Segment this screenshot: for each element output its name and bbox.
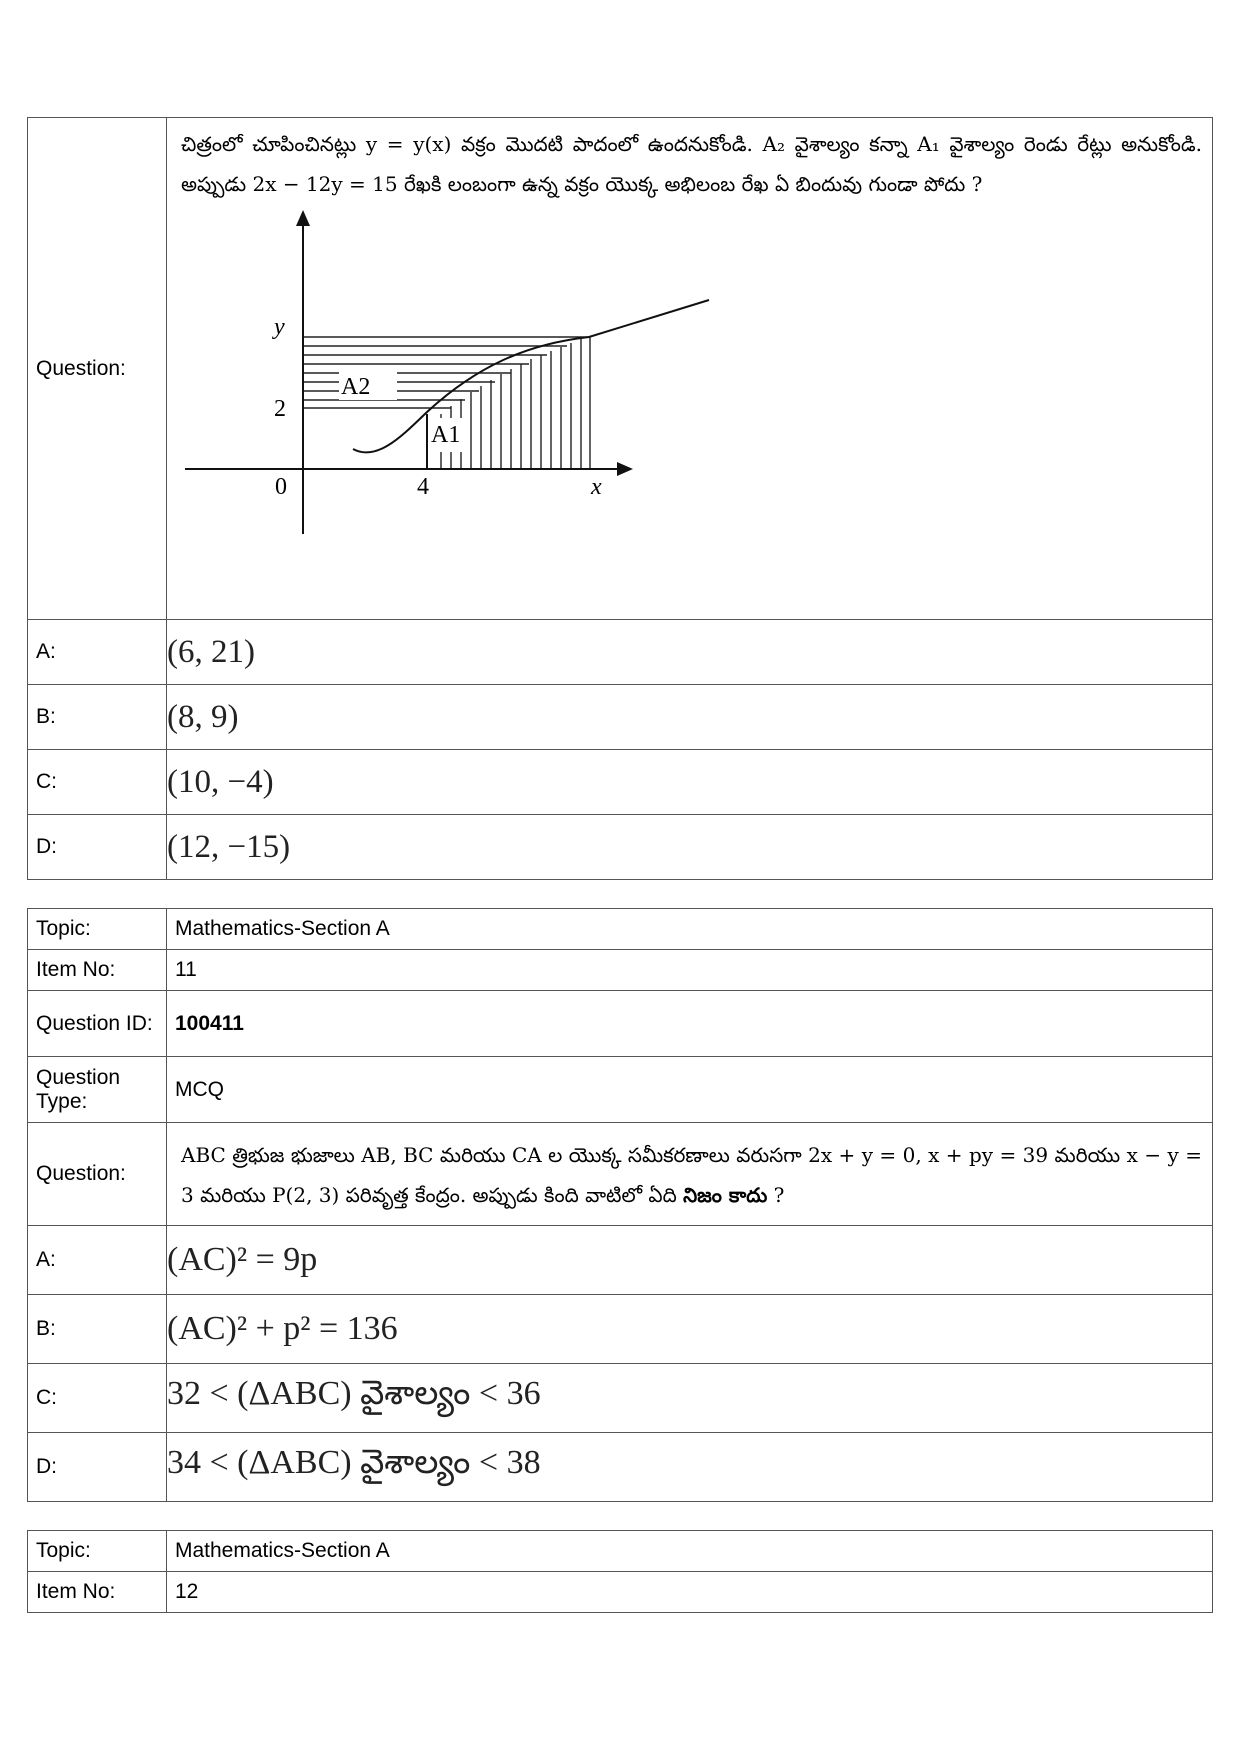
x-axis-label: x	[591, 474, 602, 500]
question-id-value: 100411	[167, 991, 1213, 1057]
option-a-value: (6, 21)	[167, 620, 1213, 685]
item-no-label: Item No:	[28, 1572, 167, 1613]
x-tick-4: 4	[417, 474, 429, 500]
question-cell	[167, 118, 1213, 620]
option-d-label: D:	[28, 815, 167, 880]
not-true-emphasis: నిజం కాదు	[683, 1183, 768, 1207]
question-table-12	[27, 1530, 1213, 1613]
option-b-value: (8, 9)	[167, 685, 1213, 750]
question-label: Question:	[28, 1123, 167, 1226]
option-c-label: C:	[28, 750, 167, 815]
option-d-label: D:	[28, 1433, 167, 1502]
y-axis-arrow	[296, 210, 310, 226]
topic-label: Topic:	[28, 909, 167, 950]
topic-value: Mathematics-Section A	[167, 909, 1213, 950]
item-no-label: Item No:	[28, 950, 167, 991]
item-no-value: 11	[167, 950, 1213, 991]
question-text: చిత్రంలో చూపించినట్లు y = y(x) వక్రం మొదటి పాదంలో ఉందనుకోండి. A₂ వైశాల్యం కన్నా A₁ వైశాల్యం రెండు రేట్లు అనుకోండి. అప్పుడు 2x − 12y = 15 రేఖకి లంబంగా ఉన్న వక్రం యొక్క అభిలంబ రేఖ ఏ బిందువు గుండా పోదు ?	[181, 132, 1202, 196]
y-tick-2: 2	[274, 396, 286, 422]
question-id-label: Question ID:	[28, 991, 167, 1057]
question-type-label: Question Type:	[28, 1057, 167, 1123]
option-c-value: 32 < (ΔABC) వైశాల్యం < 36	[167, 1364, 1213, 1433]
option-c-value: (10, −4)	[167, 750, 1213, 815]
question-label: Question:	[28, 118, 167, 620]
option-a-label: A:	[28, 620, 167, 685]
option-a-label: A:	[28, 1226, 167, 1295]
item-no-value: 12	[167, 1572, 1213, 1613]
x-axis-arrow	[617, 462, 633, 476]
option-a-value: (AC)² = 9p	[167, 1226, 1213, 1295]
area-figure	[177, 204, 737, 549]
topic-value: Mathematics-Section A	[167, 1531, 1213, 1572]
option-b-label: B:	[28, 685, 167, 750]
question-text: ABC త్రిభుజ భుజాలు AB, BC మరియు CA ల యొక్క సమీకరణాలు వరుసగా 2x + y = 0, x + py = 39 మరియు x − y = 3 మరియు P(2, 3) పరివృత్త కేంద్రం. అప్పుడు కింది వాటిలో ఏది నిజం కాదు ?	[181, 1143, 1202, 1207]
option-d-value: 34 < (ΔABC) వైశాల్యం < 38	[167, 1433, 1213, 1502]
region-a2-label: A2	[341, 374, 371, 400]
option-d-value: (12, −15)	[167, 815, 1213, 880]
question-type-value: MCQ	[167, 1057, 1213, 1123]
region-a1-label: A1	[431, 422, 461, 448]
option-b-label: B:	[28, 1295, 167, 1364]
option-b-value: (AC)² + p² = 136	[167, 1295, 1213, 1364]
question-cell	[167, 1123, 1213, 1226]
y-axis-label: y	[274, 314, 285, 340]
question-table-10	[27, 117, 1213, 880]
question-table-11	[27, 908, 1213, 1502]
topic-label: Topic:	[28, 1531, 167, 1572]
origin-label: 0	[275, 474, 287, 500]
option-c-label: C:	[28, 1364, 167, 1433]
